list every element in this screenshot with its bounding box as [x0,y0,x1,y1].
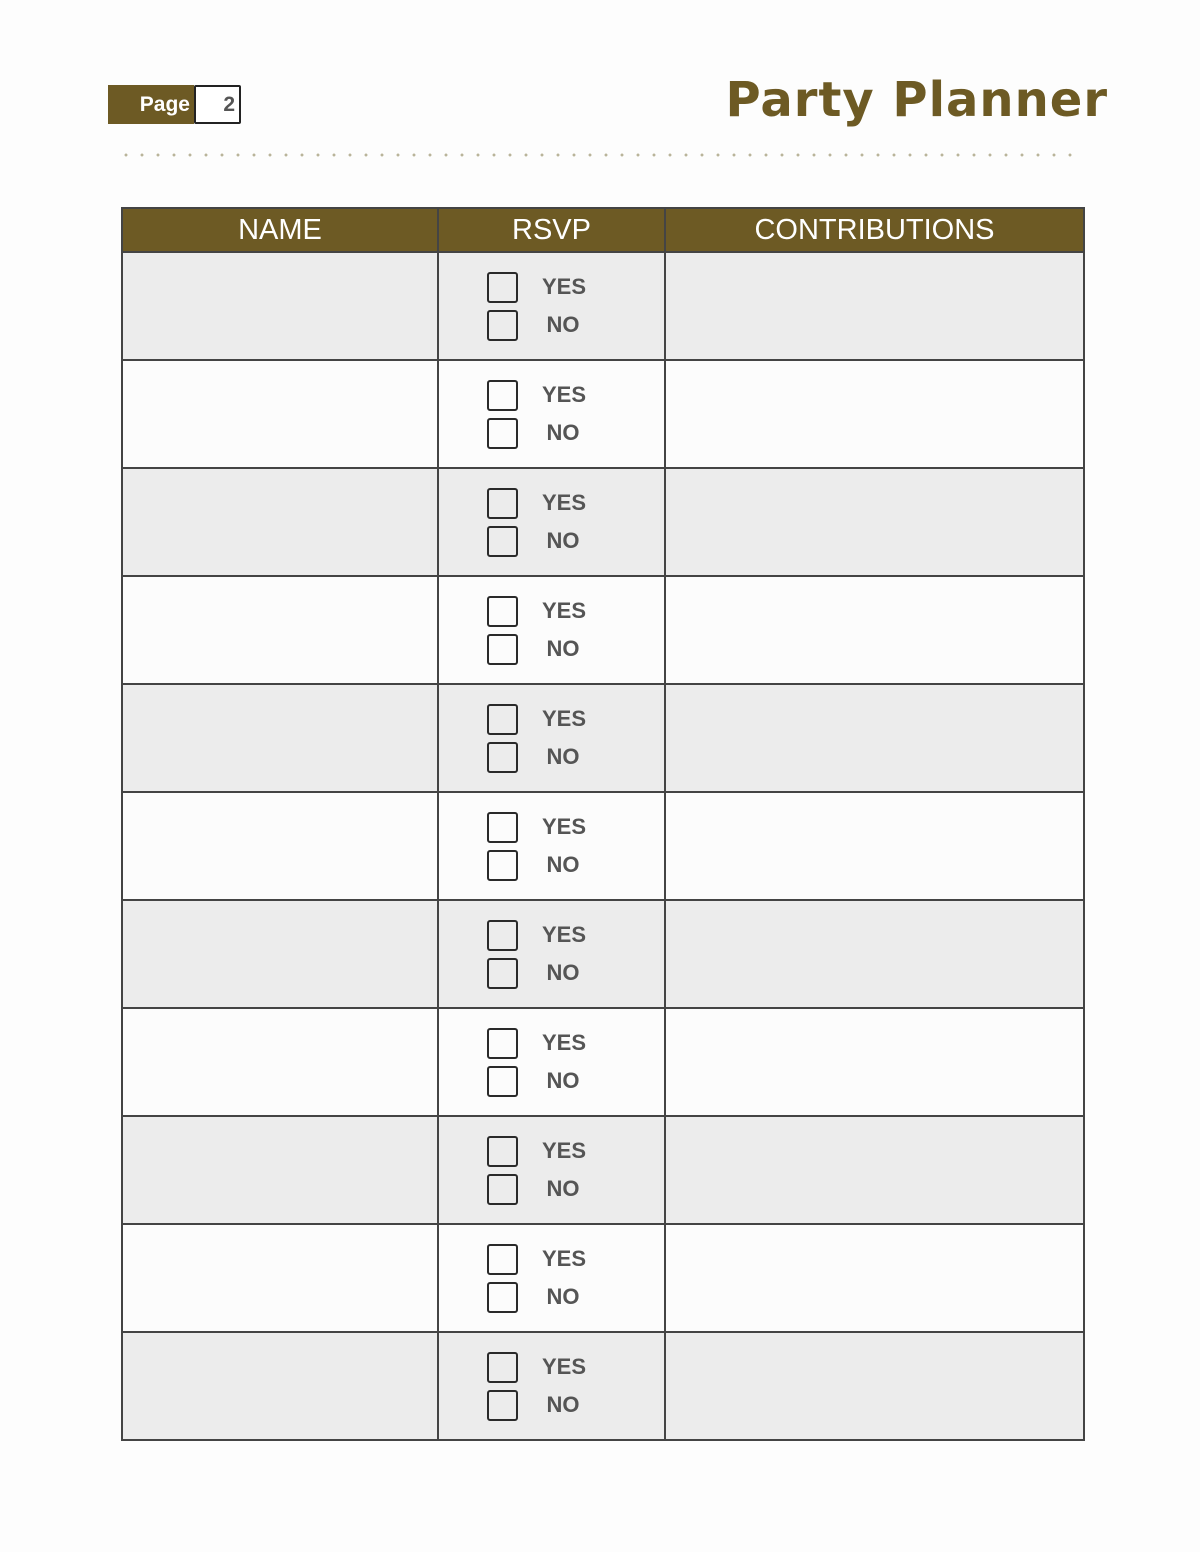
table-row [122,1332,1084,1440]
rsvp-options [439,1242,664,1314]
name-cell[interactable] [122,468,438,576]
table-row [122,1224,1084,1332]
rsvp-options [439,1026,664,1098]
rsvp-yes-checkbox[interactable] [487,1352,518,1383]
rsvp-no-option [487,956,584,990]
rsvp-no-option [487,1388,584,1422]
rsvp-options [439,1350,664,1422]
rsvp-no-checkbox[interactable] [487,526,518,557]
rsvp-no-label: NO [546,1392,580,1417]
dotted-divider [118,153,1082,157]
rsvp-no-checkbox[interactable] [487,742,518,773]
rsvp-yes-option [487,702,587,736]
rsvp-no-checkbox[interactable] [487,418,518,449]
name-cell[interactable] [122,1224,438,1332]
rsvp-no-checkbox[interactable] [487,1390,518,1421]
rsvp-cell [438,1224,665,1332]
contribution-cell[interactable] [665,684,1084,792]
table-row [122,1008,1084,1116]
rsvp-no-checkbox[interactable] [487,1066,518,1097]
contribution-cell[interactable] [665,900,1084,1008]
rsvp-cell [438,1332,665,1440]
rsvp-yes-label: YES [542,814,587,839]
rsvp-yes-label: YES [542,1138,587,1163]
page-title: Party Planner [725,72,1108,128]
rsvp-options [439,1134,664,1206]
rsvp-yes-option [487,810,587,844]
rsvp-cell [438,1116,665,1224]
rsvp-cell [438,576,665,684]
contribution-cell[interactable] [665,1116,1084,1224]
rsvp-cell [438,900,665,1008]
rsvp-options [439,378,664,450]
rsvp-cell [438,360,665,468]
table-row [122,900,1084,1008]
rsvp-no-checkbox[interactable] [487,310,518,341]
rsvp-options [439,486,664,558]
name-cell[interactable] [122,1116,438,1224]
rsvp-no-option [487,632,584,666]
rsvp-options [439,702,664,774]
table-row [122,468,1084,576]
rsvp-yes-checkbox[interactable] [487,1136,518,1167]
name-cell[interactable] [122,900,438,1008]
rsvp-no-option [487,524,584,558]
rsvp-no-label: NO [546,852,580,877]
name-cell[interactable] [122,360,438,468]
contribution-cell[interactable] [665,1008,1084,1116]
table-row [122,360,1084,468]
rsvp-yes-checkbox[interactable] [487,1028,518,1059]
contribution-cell[interactable] [665,252,1084,360]
rsvp-cell [438,252,665,360]
table-header-row [122,208,1084,252]
rsvp-yes-label: YES [542,1246,587,1271]
name-cell[interactable] [122,792,438,900]
rsvp-yes-option [487,1134,587,1168]
page-number-field[interactable]: 2 [194,85,241,124]
rsvp-no-label: NO [546,1176,580,1201]
contribution-cell[interactable] [665,576,1084,684]
rsvp-no-option [487,1064,584,1098]
rsvp-yes-label: YES [542,490,587,515]
rsvp-yes-option [487,1350,587,1384]
rsvp-no-option [487,416,584,450]
rsvp-no-label: NO [546,528,580,553]
contribution-cell[interactable] [665,1224,1084,1332]
rsvp-yes-option [487,378,587,412]
rsvp-no-checkbox[interactable] [487,850,518,881]
rsvp-yes-label: YES [542,382,587,407]
name-cell[interactable] [122,1332,438,1440]
rsvp-yes-checkbox[interactable] [487,812,518,843]
rsvp-no-checkbox[interactable] [487,1174,518,1205]
rsvp-yes-checkbox[interactable] [487,704,518,735]
name-cell[interactable] [122,252,438,360]
table-row [122,1116,1084,1224]
rsvp-no-label: NO [546,960,580,985]
rsvp-yes-option [487,270,587,304]
rsvp-cell [438,468,665,576]
table-row [122,576,1084,684]
rsvp-no-label: NO [546,636,580,661]
rsvp-yes-label: YES [542,1354,587,1379]
header-name: NAME [122,208,438,252]
rsvp-yes-label: YES [542,274,587,299]
contribution-cell[interactable] [665,468,1084,576]
rsvp-no-option [487,848,584,882]
rsvp-yes-label: YES [542,598,587,623]
header-contributions: CONTRIBUTIONS [665,208,1084,252]
rsvp-cell [438,1008,665,1116]
rsvp-no-checkbox[interactable] [487,958,518,989]
rsvp-no-label: NO [546,420,580,445]
rsvp-no-label: NO [546,1068,580,1093]
rsvp-yes-checkbox[interactable] [487,272,518,303]
contribution-cell[interactable] [665,792,1084,900]
rsvp-options [439,270,664,342]
page-indicator [108,85,243,124]
rsvp-no-option [487,1172,584,1206]
guest-table [121,207,1085,1441]
rsvp-cell [438,792,665,900]
name-cell[interactable] [122,576,438,684]
name-cell[interactable] [122,1008,438,1116]
rsvp-yes-option [487,486,587,520]
rsvp-no-label: NO [546,312,580,337]
rsvp-no-checkbox[interactable] [487,1282,518,1313]
rsvp-yes-label: YES [542,1030,587,1055]
rsvp-no-option [487,308,584,342]
rsvp-no-label: NO [546,1284,580,1309]
rsvp-yes-checkbox[interactable] [487,488,518,519]
rsvp-cell [438,684,665,792]
rsvp-yes-label: YES [542,706,587,731]
name-cell[interactable] [122,684,438,792]
table-row [122,252,1084,360]
rsvp-yes-option [487,918,587,952]
header-rsvp: RSVP [438,208,665,252]
rsvp-options [439,918,664,990]
rsvp-yes-checkbox[interactable] [487,1244,518,1275]
page-label: Page [108,85,194,124]
rsvp-yes-label: YES [542,922,587,947]
rsvp-no-option [487,1280,584,1314]
contribution-cell[interactable] [665,360,1084,468]
table-row [122,792,1084,900]
rsvp-options [439,594,664,666]
rsvp-yes-option [487,594,587,628]
rsvp-no-label: NO [546,744,580,769]
contribution-cell[interactable] [665,1332,1084,1440]
rsvp-yes-checkbox[interactable] [487,596,518,627]
rsvp-options [439,810,664,882]
table-row [122,684,1084,792]
rsvp-yes-checkbox[interactable] [487,920,518,951]
rsvp-no-checkbox[interactable] [487,634,518,665]
rsvp-yes-checkbox[interactable] [487,380,518,411]
rsvp-yes-option [487,1242,587,1276]
rsvp-no-option [487,740,584,774]
rsvp-yes-option [487,1026,587,1060]
